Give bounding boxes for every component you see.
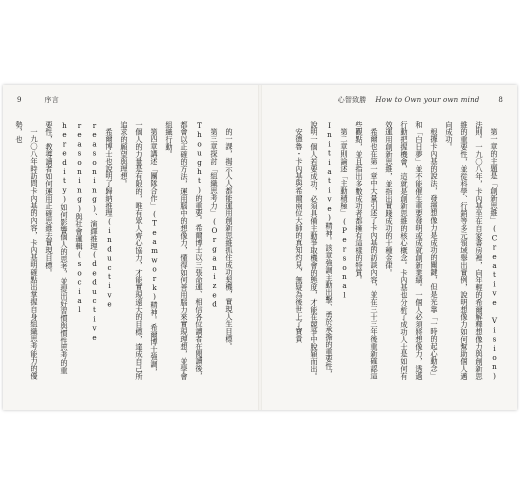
right-page-number: 8	[498, 96, 503, 104]
paragraph: 第三章探討「組織思考力」(Organized Thought)的重要。希爾博士以三張命運、相信各位讀者在閱讀後，都會以正確的方法，運用腦中的想像力，懂得如何善用腦力來實現理想，並學會組織行動。	[165, 121, 219, 380]
paragraph: 第四章講述「團隊合作」(Teamwork)精神。希爾博士強調，一個人的力量是有限的，唯有眾人齊心協力，才能實現遠大的目標，達成自己所追求的願望與理想。	[120, 121, 159, 380]
paragraph: 一九〇八年時訪問卡內基的內容，卡內基明確點出掌握自身組織思考能力的優勢，也	[15, 121, 39, 380]
paragraph: 第一章的主題是「創新思維」(Creative Vision)法則。一九〇八年，卡內基坐在自家書房裡，向年輕的希爾解釋想像力與創新思維的重要性，並從科學、行銷等多元領域舉出實例，說明想像力如何幫助個人邁向成功。	[445, 121, 499, 381]
right-running-head: 心智致勝	[337, 96, 367, 104]
book-spread	[3, 85, 517, 410]
paragraph: 根據卡內基的說法，發揮想像力是成功的關鍵，但是光靠「一時的起心動念」和「白日夢」並不能催生重要發明或成就創新業績。一個人必須將想像力，透過行動把握機會，這就是創新思維的核心概念。卡內基也分析了成功人士是如何有效運用創新思維，並指出實踐成功的十種金律。	[385, 121, 439, 380]
left-header	[17, 95, 59, 105]
paragraph: 希爾也在第一章中大量引述了卡內基的訪談內容，並在三十三年後重新確認這些觀點，並且指出多數成功者都擁有這樣的特質。	[355, 121, 379, 380]
right-running-head-en: How to Own your own mind	[375, 96, 480, 104]
paragraph: 的一課，揭示人人都能運用創新思維抓住成功契機，實現人生目標。	[225, 128, 234, 351]
right-header	[338, 95, 503, 105]
paragraph: 安德魯・卡內基與希爾兩位大師的真知灼見，無疑為後世上了寶貴	[295, 128, 304, 343]
paragraph: 希爾博士也說明了歸納推理(inductive reasoning)、演繹推理(deductive reasoning)與社會邏輯(social heredity)如何影響個人的思考，並提出好習慣與慣性思考的重要性，教導讀者如何運用正確思維去實現目標。	[45, 121, 114, 374]
left-body-text	[15, 121, 237, 381]
left-page	[3, 85, 260, 410]
right-body-text	[280, 121, 502, 381]
left-running-head: 序言	[44, 96, 59, 104]
paragraph: 第二章則論述「主動積極」(Personal Initiative)精神。該章強調主動出擊、勇於承擔的重要性，說明一個人若要成功，必須具備主動爭取機會的態度，才能在競爭中脫穎而出。	[310, 121, 349, 380]
right-page	[260, 85, 517, 410]
left-page-number: 9	[17, 96, 22, 104]
